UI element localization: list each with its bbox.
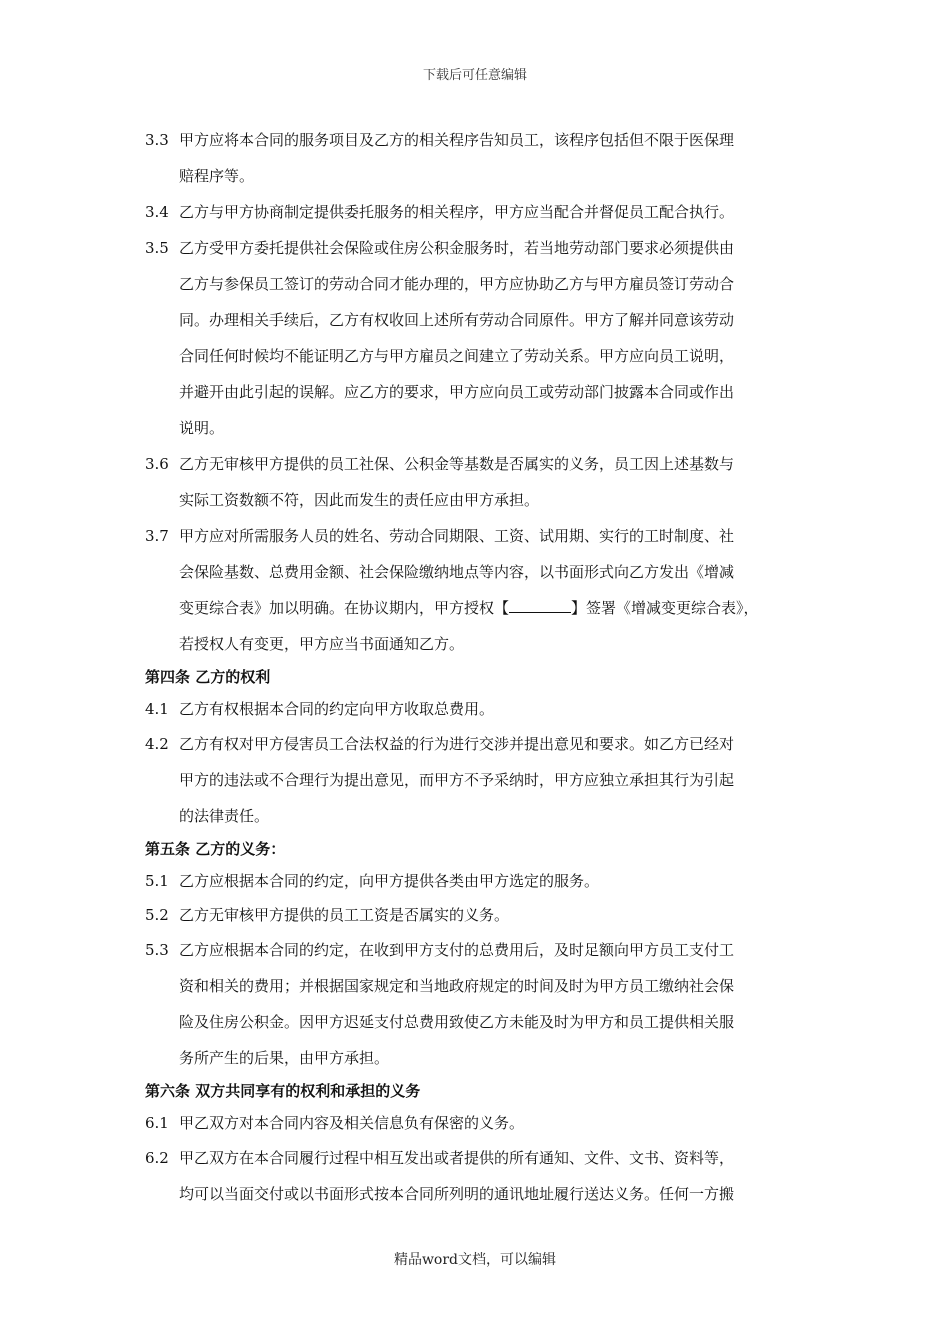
clause-line: 甲方应将本合同的服务项目及乙方的相关程序告知员工，该程序包括但不限于医保理	[179, 131, 735, 149]
clause-line: 务所产生的后果，由甲方承担。	[179, 1049, 390, 1067]
clause-text: 变更综合表》加以明确。在协议期内，甲方授权【	[179, 599, 510, 617]
clause-6-1	[145, 1106, 817, 1140]
clause-line: 并避开由此引起的误解。应乙方的要求，甲方应向员工或劳动部门披露本合同或作出	[179, 383, 735, 401]
clause-line: 会保险基数、总费用金额、社会保险缴纳地点等内容，以书面形式向乙方发出《增减	[179, 563, 735, 581]
clause-line: 若授权人有变更，甲方应当书面通知乙方。	[179, 635, 465, 653]
section-heading-6: 第六条 双方共同享有的权利和承担的义务	[145, 1082, 421, 1100]
clause-number: 3.7	[145, 527, 169, 545]
clause-line: 合同任何时候均不能证明乙方与甲方雇员之间建立了劳动关系。甲方应向员工说明，	[179, 347, 735, 365]
section-heading-5: 第五条 乙方的义务：	[145, 840, 286, 858]
clause-5-1	[145, 864, 817, 898]
clause-line: 同。办理相关手续后，乙方有权收回上述所有劳动合同原件。甲方了解并同意该劳动	[179, 311, 735, 329]
clause-4-1	[145, 692, 817, 726]
section-heading-4: 第四条 乙方的权利	[145, 668, 271, 686]
clause-line: 乙方与甲方协商制定提供委托服务的相关程序，甲方应当配合并督促员工配合执行。	[179, 203, 735, 221]
clause-text: 】签署《增减变更综合表》，	[571, 599, 759, 617]
page-footer: 精品word文档，可以编辑	[393, 1252, 557, 1268]
clause-line: 甲乙双方在本合同履行过程中相互发出或者提供的所有通知、文件、文书、资料等，	[179, 1149, 735, 1167]
clause-line: 的法律责任。	[179, 807, 270, 825]
clause-line: 乙方有权对甲方侵害员工合法权益的行为进行交涉并提出意见和要求。如乙方已经对	[179, 735, 735, 753]
clause-3-7	[145, 518, 817, 662]
clause-line: 甲方应对所需服务人员的姓名、劳动合同期限、工资、试用期、实行的工时制度、社	[179, 527, 735, 545]
clause-3-6	[145, 446, 817, 518]
clause-line-with-blank	[179, 590, 817, 626]
clause-number: 4.1	[145, 700, 169, 718]
clause-line: 乙方与参保员工签订的劳动合同才能办理的，甲方应协助乙方与甲方雇员签订劳动合	[179, 275, 735, 293]
clause-line: 甲方的违法或不合理行为提出意见，而甲方不予采纳时，甲方应独立承担其行为引起	[179, 771, 735, 789]
clause-6-2	[145, 1140, 817, 1212]
clause-number: 3.6	[145, 455, 169, 473]
clause-5-2	[145, 898, 817, 932]
clause-line: 说明。	[179, 419, 225, 437]
clause-line: 乙方应根据本合同的约定，向甲方提供各类由甲方选定的服务。	[179, 872, 600, 890]
clause-line: 乙方受甲方委托提供社会保险或住房公积金服务时，若当地劳动部门要求必须提供由	[179, 239, 735, 257]
clause-line: 资和相关的费用；并根据国家规定和当地政府规定的时间及时为甲方员工缴纳社会保	[179, 977, 735, 995]
clause-number: 5.1	[145, 872, 169, 890]
clause-line: 均可以当面交付或以书面形式按本合同所列明的通讯地址履行送达义务。任何一方搬	[179, 1185, 735, 1203]
clause-number: 5.3	[145, 941, 169, 959]
clause-line: 实际工资数额不符，因此而发生的责任应由甲方承担。	[179, 491, 540, 509]
clause-3-5	[145, 230, 817, 446]
clause-line: 甲乙双方对本合同内容及相关信息负有保密的义务。	[179, 1114, 525, 1132]
document-body	[145, 122, 817, 1212]
clause-5-3	[145, 932, 817, 1076]
clause-line: 赔程序等。	[179, 167, 255, 185]
clause-line: 乙方有权根据本合同的约定向甲方收取总费用。	[179, 700, 495, 718]
clause-line: 险及住房公积金。因甲方迟延支付总费用致使乙方未能及时为甲方和员工提供相关服	[179, 1013, 735, 1031]
clause-line: 乙方应根据本合同的约定，在收到甲方支付的总费用后，及时足额向甲方员工支付工	[179, 941, 735, 959]
clause-number: 6.2	[145, 1149, 169, 1167]
clause-3-4	[145, 194, 817, 230]
clause-number: 6.1	[145, 1114, 169, 1132]
clause-line: 乙方无审核甲方提供的员工工资是否属实的义务。	[179, 906, 510, 924]
clause-4-2	[145, 726, 817, 834]
clause-number: 3.3	[145, 131, 169, 149]
page-header: 下载后可任意编辑	[422, 68, 527, 83]
clause-line: 乙方无审核甲方提供的员工社保、公积金等基数是否属实的义务，员工因上述基数与	[179, 455, 735, 473]
clause-number: 4.2	[145, 735, 169, 753]
clause-number: 3.4	[145, 203, 169, 221]
fill-in-blank[interactable]	[509, 598, 571, 613]
clause-number: 3.5	[145, 239, 169, 257]
clause-number: 5.2	[145, 906, 169, 924]
clause-3-3	[145, 122, 817, 194]
